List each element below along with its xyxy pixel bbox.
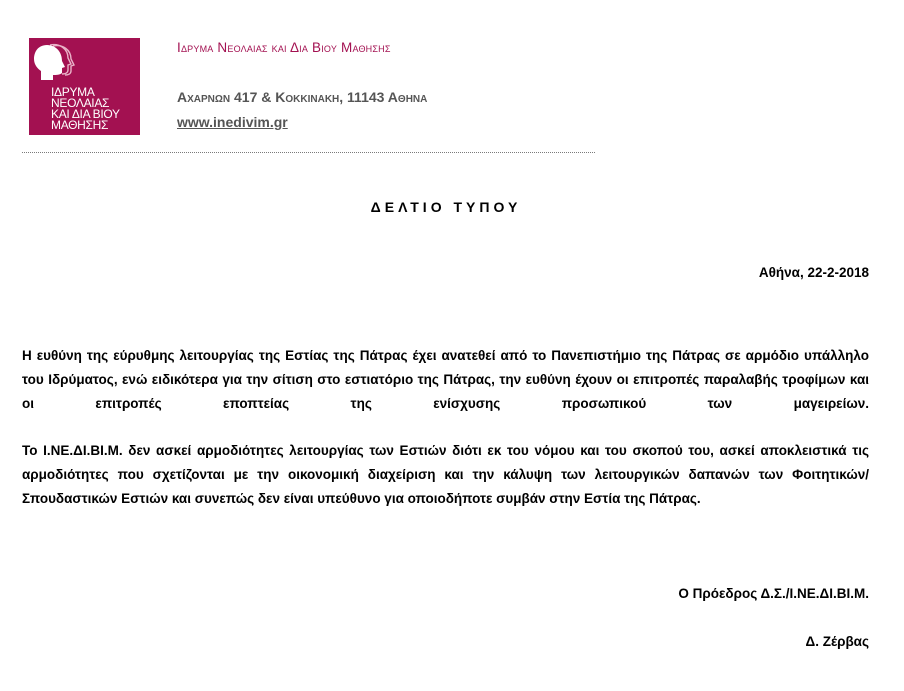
logo-line: ΜΑΘΗΣΗΣ	[51, 118, 109, 132]
profile-heads-icon	[31, 40, 81, 86]
logo-line: ΚΑΙ ΔΙΑ ΒΙΟΥ	[51, 107, 120, 121]
organization-address: Αχαρνων 417 & Κοκκινακη, 11143 Αθηνα	[177, 89, 428, 105]
document-date: Αθήνα, 22-2-2018	[758, 265, 869, 280]
document-title: ΔΕΛΤΙΟ ΤΥΠΟΥ	[370, 199, 522, 215]
signer-name: Δ. Ζέρβας	[805, 634, 869, 649]
organization-website-link[interactable]: www.inedivim.gr	[177, 114, 288, 130]
organization-name: Ιδρυμα Νεολαιας και Δια Βιου Μαθησης	[177, 40, 391, 55]
logo-line: ΝΕΟΛΑΙΑΣ	[51, 96, 110, 110]
body-paragraph-2: Το Ι.ΝΕ.ΔΙ.ΒΙ.Μ. δεν ασκεί αρμοδιότητες λειτουργίας των Εστιών διότι εκ του νόμου και του σκοπού του, ασκεί αποκλειστικά τις αρμοδιότητες που σχετίζονται με την οικονομική διαχείριση και την κάλυψη των λειτουργικών δαπανών των Φοιτητικών/Σπουδαστικών Εστιών και συνεπώς δεν είναι υπεύθυνο για οποιοδήποτε συμβάν στην Εστία της Πάτρας.	[22, 443, 869, 506]
header-divider	[22, 152, 595, 153]
signer-title: Ο Πρόεδρος Δ.Σ./Ι.ΝΕ.ΔΙ.ΒΙ.Μ.	[678, 586, 869, 601]
organization-logo	[29, 38, 140, 135]
logo-wordmark	[51, 87, 120, 131]
body-paragraph-1: Η ευθύνη της εύρυθμης λειτουργίας της Εστίας της Πάτρας έχει ανατεθεί από το Πανεπιστήμιο της Πάτρας σε αρμόδιο υπάλληλο του Ιδρύματος, ενώ ειδικότερα για την σίτιση στο εστιατόριο της Πάτρας, την ευθύνη έχουν οι επιτροπές παραλαβής τροφίμων και οι επιτροπές εποπτείας της ενίσχυσης προσωπικού των μαγειρείων.	[22, 348, 869, 411]
logo-line: ΙΔΡΥΜΑ	[51, 85, 95, 99]
